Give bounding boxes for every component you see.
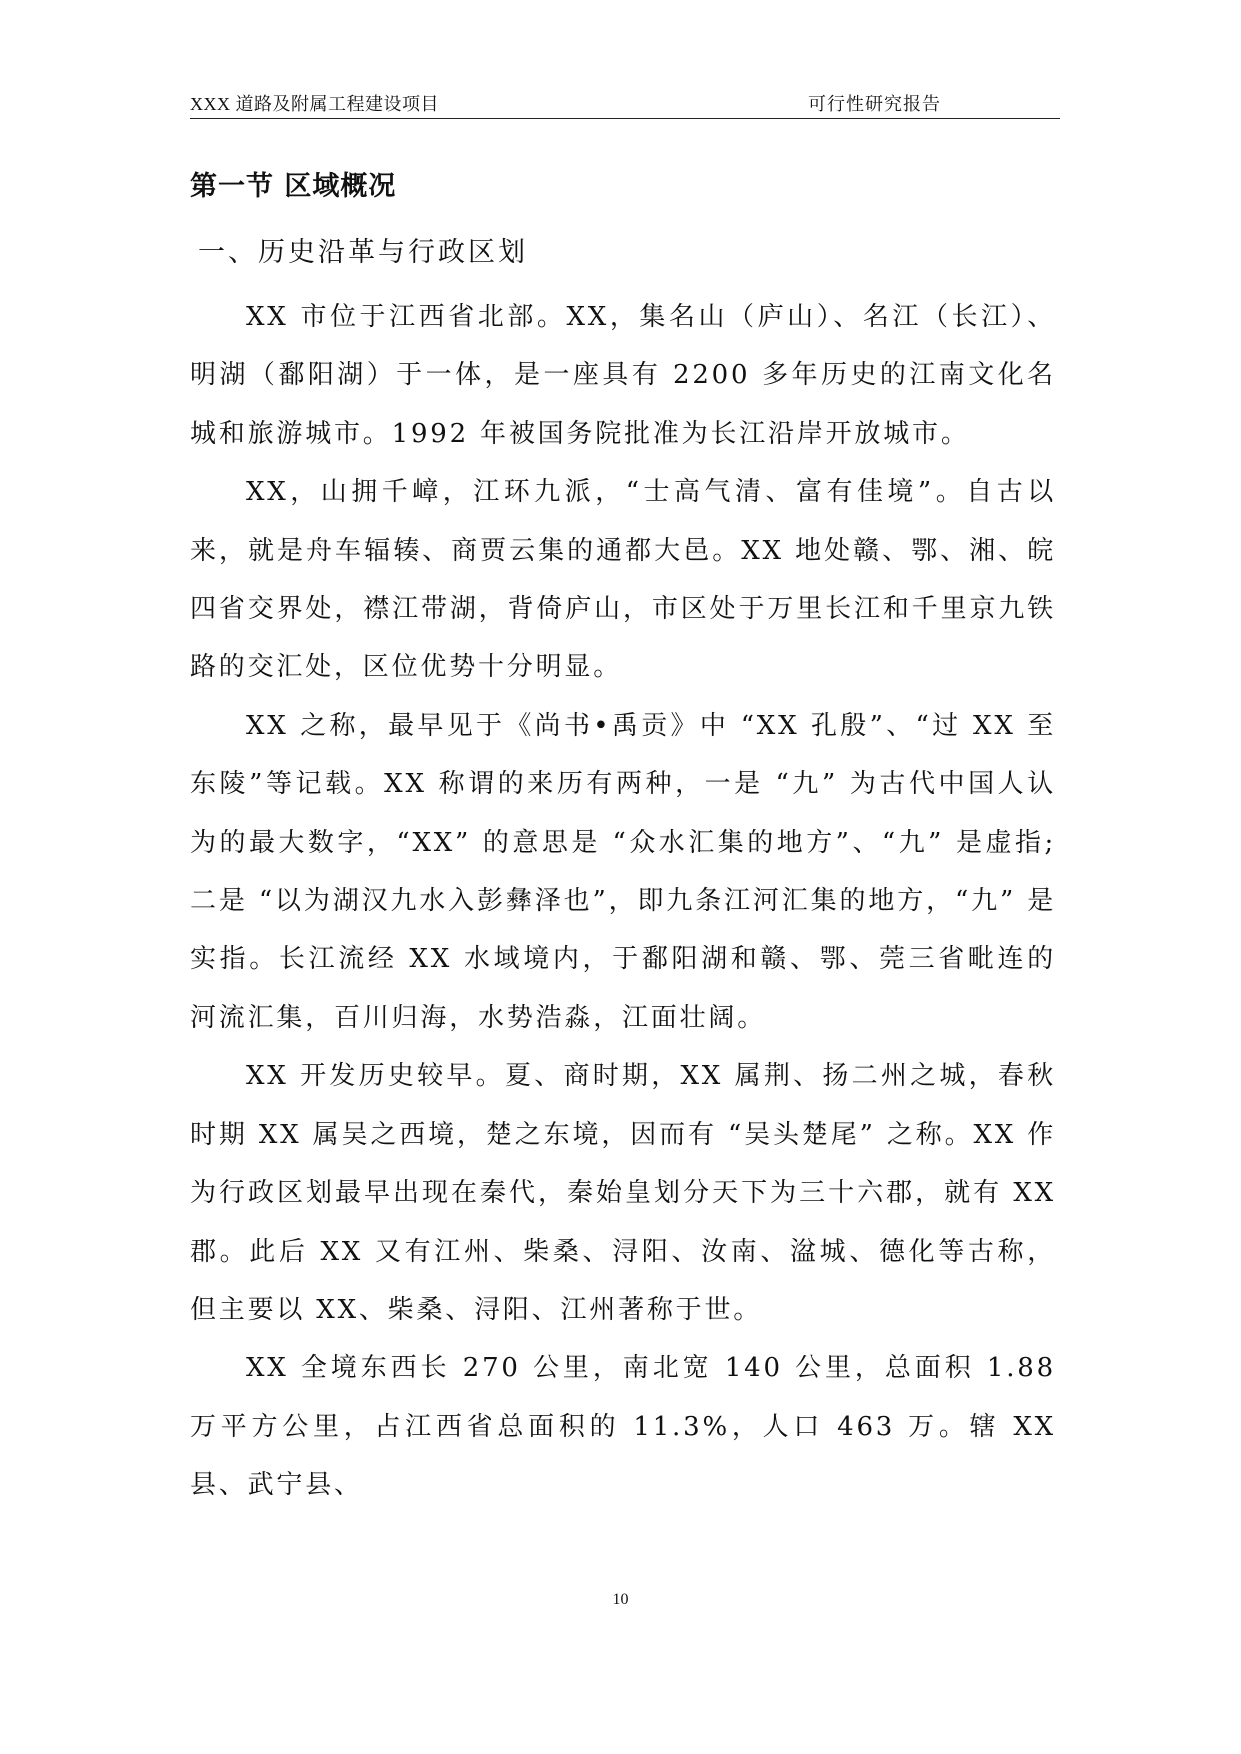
section-title: 第一节 区域概况 (190, 171, 397, 202)
page-number: 10 (612, 1591, 629, 1608)
body-text (190, 288, 1056, 1515)
header-report-type: 可行性研究报告 (808, 94, 941, 114)
header-project-title: XXX 道路及附属工程建设项目 (190, 94, 439, 114)
page-header (190, 88, 1060, 119)
paragraph-4: XX 开发历史较早。夏、商时期，XX 属荆、扬二州之城，春秋时期 XX 属吴之西境，楚之东境，因而有 “吴头楚尾” 之称。XX 作为行政区划最早出现在秦代，秦始皇划分天下为三十六郡，就有 XX 郡。此后 XX 又有江州、柴桑、浔阳、汝南、湓城、德化等古称，但主要以 XX、柴桑、浔阳、江州著称于世。 (190, 1061, 1056, 1325)
paragraph-3: XX 之称，最早见于《尚书•禹贡》中 “XX 孔殷”、“过 XX 至东陵”等记载。XX 称谓的来历有两种，一是 “九” 为古代中国人认为的最大数字，“XX” 的意思是 “众水汇集的地方”、“九” 是虚指; 二是 “以为湖汉九水入彭彝泽也”，即九条江河汇集的地方，“九” 是实指。长江流经 XX 水域境内，于鄱阳湖和赣、鄂、莞三省毗连的河流汇集，百川归海，水势浩淼，江面壮阔。 (190, 710, 1056, 1033)
subsection-title: 一、历史沿革与行政区划 (198, 237, 528, 268)
paragraph-5: XX 全境东西长 270 公里，南北宽 140 公里，总面积 1.88 万平方公里，占江西省总面积的 11.3%，人口 463 万。辖 XX 县、武宁县、 (190, 1353, 1056, 1501)
paragraph-1: XX 市位于江西省北部。XX，集名山（庐山）、名江（长江）、明湖（鄱阳湖）于一体，是一座具有 2200 多年历史的江南文化名城和旅游城市。1992 年被国务院批准为长江沿岸开放城市。 (190, 302, 1056, 449)
paragraph-2: XX，山拥千嶂，江环九派，“士高气清、富有佳境”。自古以来，就是舟车辐辏、商贾云集的通都大邑。XX 地处赣、鄂、湘、皖四省交界处，襟江带湖，背倚庐山，市区处于万里长江和千里京九铁路的交汇处，区位优势十分明显。 (190, 477, 1056, 683)
